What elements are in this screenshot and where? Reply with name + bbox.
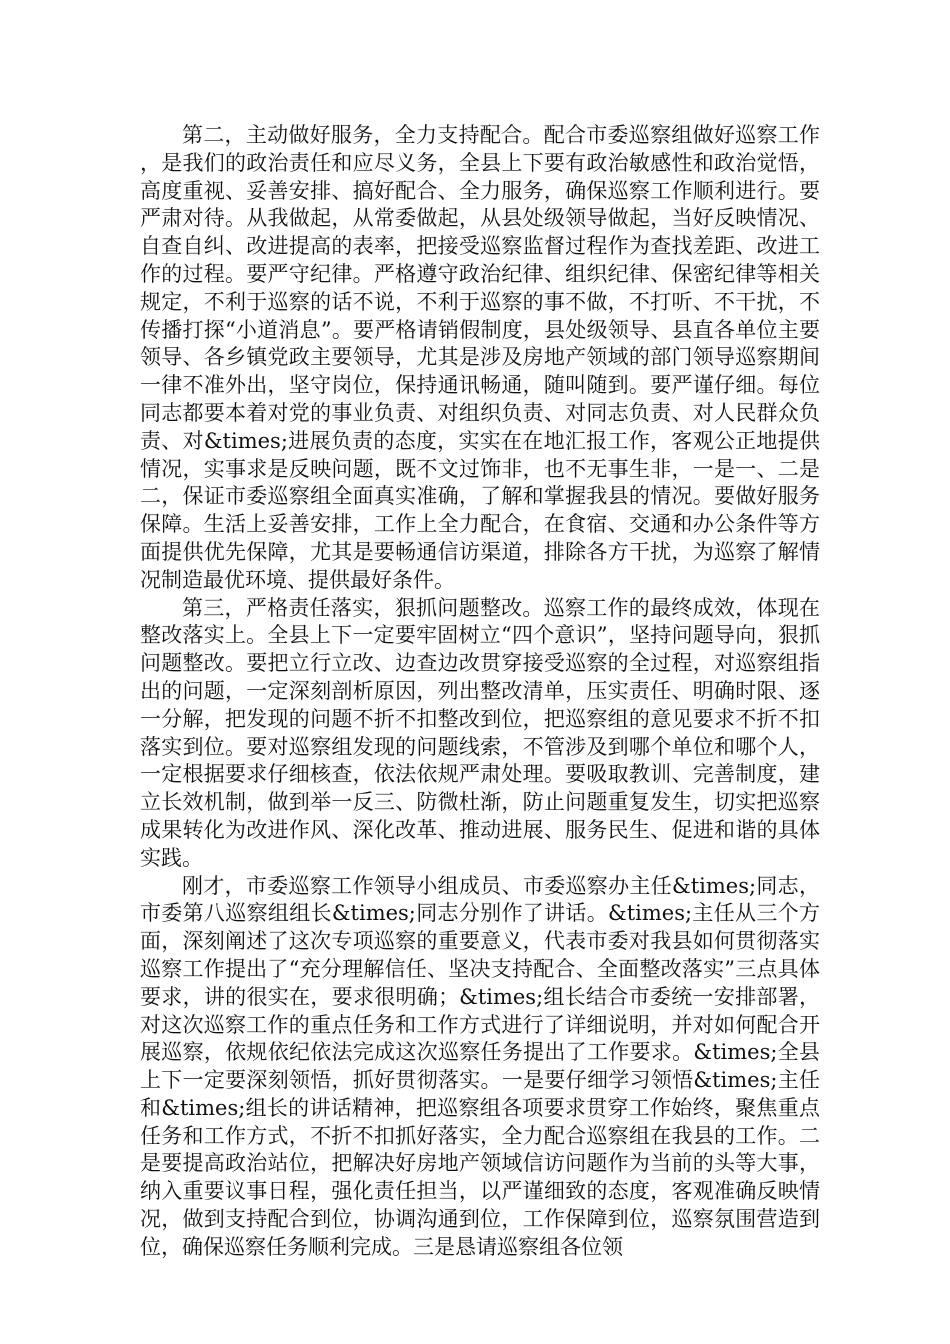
paragraph-service-support: 第二，主动做好服务，全力支持配合。配合市委巡察组做好巡察工作，是我们的政治责任和应尽义务，全县上下要有政治敏感性和政治觉悟，高度重视、妥善安排、搞好配合、全力服务，确保巡察工作顺利进行。要严肃对待。从我做起，从常委做起，从县处级领导做起，当好反映情况、自查自纠、改进提高的表率，把接受巡察监督过程作为查找差距、改进工作的过程。要严守纪律。严格遵守政治纪律、组织纪律、保密纪律等相关规定，不利于巡察的话不说，不利于巡察的事不做，不打听、不干扰，不传播打探“小道消息”。要严格请销假制度，县处级领导、县直各单位主要领导、各乡镇党政主要领导，尤其是涉及房地产领域的部门领导巡察期间一律不准外出，坚守岗位，保持通讯畅通，随叫随到。要严谨仔细。每位同志都要本着对党的事业负责、对组织负责、对同志负责、对人民群众负责、对&times;进展负责的态度，实实在在地汇报工作，客观公正地提供情况，实事求是反映问题，既不文过饰非，也不无事生非，一是一、二是二，保证市委巡察组全面真实准确，了解和掌握我县的情况。要做好服务保障。生活上妥善安排，工作上全力配合，在食宿、交通和办公条件等方面提供优先保障，尤其是要畅通信访渠道，排除各方干扰，为巡察了解情况制造最优环境、提供最好条件。 bbox=[140, 123, 820, 592]
paragraph-speech-summary: 刚才，市委巡察工作领导小组成员、市委巡察办主任&times;同志，市委第八巡察组组长&times;同志分别作了讲话。&times;主任从三个方面，深刻阐述了这次专项巡察的重要意义，代表市委对我县如何贯彻落实巡察工作提出了“充分理解信任、坚决支持配合、全面整改落实”三点具体要求，讲的很实在，要求很明确；&times;组长结合市委统一安排部署，对这次巡察工作的重点任务和工作方式进行了详细说明，并对如何配合开展巡察，依规依纪依法完成这次巡察任务提出了工作要求。&times;全县上下一定要深刻领悟，抓好贯彻落实。一是要仔细学习领悟&times;主任和&times;组长的讲话精神，把巡察组各项要求贯穿工作始终，聚焦重点任务和工作方式，不折不扣抓好落实，全力配合巡察组在我县的工作。二是要提高政治站位，把解决好房地产领域信访问题作为当前的头等大事，纳入重要议事日程，强化责任担当，以严谨细致的态度，客观准确反映情况，做到支持配合到位，协调沟通到位，工作保障到位，巡察氛围营造到位，确保巡察任务顺利完成。三是恳请巡察组各位领 bbox=[140, 873, 820, 1259]
document-body bbox=[140, 122, 820, 1262]
paragraph-responsibility-rectification: 第三，严格责任落实，狠抓问题整改。巡察工作的最终成效，体现在整改落实上。全县上下一定要牢固树立“四个意识”，坚持问题导向，狠抓问题整改。要把立行立改、边查边改贯穿接受巡察的全过程，对巡察组指出的问题，一定深刻剖析原因，列出整改清单，压实责任、明确时限、逐一分解，把发现的问题不折不扣整改到位，把巡察组的意见要求不折不扣落实到位。要对巡察组发现的问题线索，不管涉及到哪个单位和哪个人，一定根据要求仔细核查，依法依规严肃处理。要吸取教训、完善制度，建立长效机制，做到举一反三、防微杜渐，防止问题重复发生，切实把巡察成果转化为改进作风、深化改革、推动进展、服务民生、促进和谐的具体实践。 bbox=[140, 595, 820, 870]
